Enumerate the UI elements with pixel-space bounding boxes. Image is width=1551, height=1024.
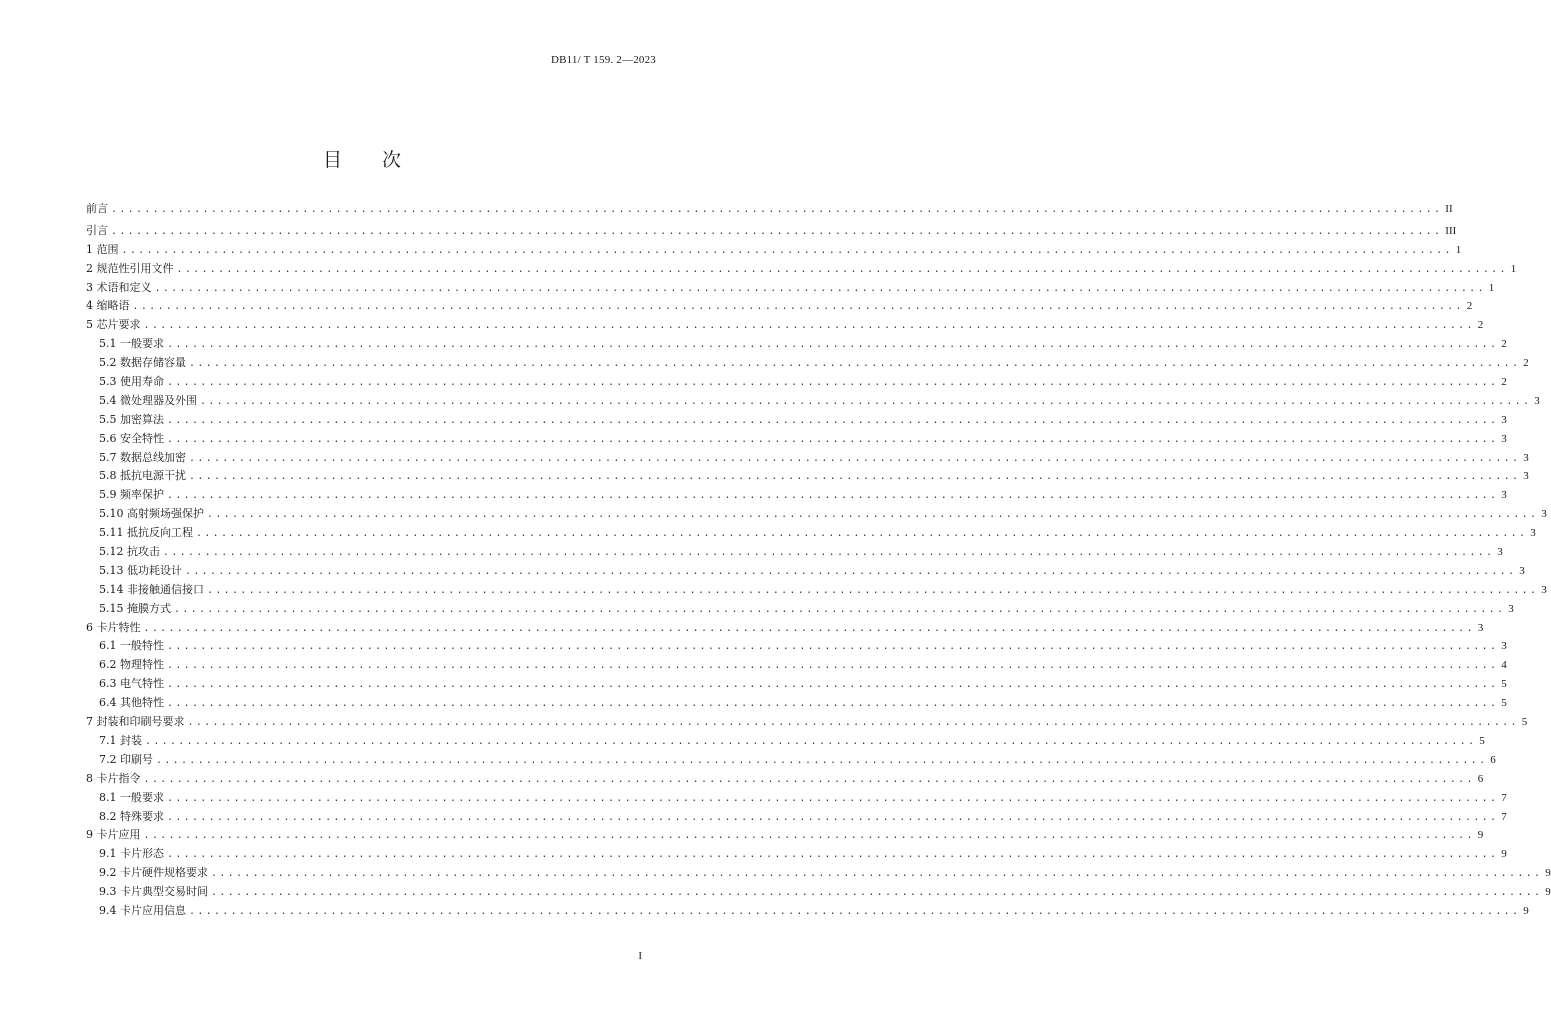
toc-entry-label: 5.2 数据存储容量 bbox=[99, 356, 186, 370]
toc-entry-page: II bbox=[1445, 203, 1453, 215]
toc-entry[interactable] bbox=[86, 241, 1462, 260]
toc-entry[interactable] bbox=[86, 354, 1529, 373]
toc-entry[interactable] bbox=[86, 694, 1507, 713]
toc-entry-page: 9 bbox=[1477, 829, 1484, 842]
toc-leader-dots: ................................................................................................................................................................ bbox=[111, 204, 1443, 215]
toc-leader-dots: ................................................................................................................................................................ bbox=[189, 905, 1521, 917]
toc-entry-label: 5.1 一般要求 bbox=[99, 337, 164, 351]
toc-entry-label: 8.1 一般要求 bbox=[99, 790, 164, 804]
toc-entry-page: 9 bbox=[1523, 904, 1529, 917]
toc-entry-label: 7 封装和印刷号要求 bbox=[86, 715, 185, 729]
toc-entry[interactable] bbox=[86, 449, 1529, 468]
toc-leader-dots: ................................................................................................................................................................ bbox=[132, 301, 1464, 313]
toc-leader-dots: ................................................................................................................................................................ bbox=[156, 754, 1488, 766]
toc-entry-page: 2 bbox=[1501, 338, 1507, 351]
toc-entry-page: 2 bbox=[1466, 300, 1473, 313]
toc-entry-label: 5.7 数据总线加密 bbox=[99, 450, 186, 464]
toc-entry-label: 9.1 卡片形态 bbox=[99, 847, 164, 861]
toc-entry[interactable] bbox=[86, 373, 1507, 392]
toc-entry[interactable] bbox=[86, 335, 1507, 354]
toc-leader-dots: ................................................................................................................................................................ bbox=[189, 358, 1521, 370]
toc-entry-label: 4 缩略语 bbox=[86, 299, 130, 313]
toc-entry-page: 9 bbox=[1545, 867, 1551, 880]
toc-entry[interactable] bbox=[86, 524, 1536, 543]
toc-entry[interactable] bbox=[86, 826, 1484, 845]
toc-entry-page: 2 bbox=[1523, 357, 1529, 370]
toc-entry-label: 6.4 其他特性 bbox=[99, 696, 164, 710]
toc-entry-page: 7 bbox=[1501, 791, 1507, 804]
toc-entry-page: 3 bbox=[1501, 489, 1507, 502]
toc-entry-page: 2 bbox=[1501, 376, 1507, 389]
toc-leader-dots: ................................................................................................................................................................ bbox=[167, 660, 1499, 672]
toc-entry-label: 9.2 卡片硬件规格要求 bbox=[99, 866, 208, 880]
toc-leader-dots: ................................................................................................................................................................ bbox=[189, 452, 1521, 464]
toc-entry[interactable] bbox=[86, 279, 1495, 298]
toc-entry-label: 6.2 物理特性 bbox=[99, 658, 164, 672]
toc-entry[interactable] bbox=[86, 864, 1551, 883]
toc-entry-label: 5.9 频率保护 bbox=[99, 488, 164, 502]
toc-entry-page: 7 bbox=[1501, 810, 1507, 823]
toc-entry-label: 引言 bbox=[86, 223, 108, 237]
toc-leader-dots: ................................................................................................................................................................ bbox=[111, 225, 1443, 237]
toc-entry-page: 3 bbox=[1501, 640, 1507, 653]
toc-leader-dots: ................................................................................................................................................................ bbox=[187, 717, 1519, 729]
page-number: I bbox=[638, 950, 642, 962]
toc-leader-dots: ................................................................................................................................................................ bbox=[207, 584, 1539, 596]
toc-entry-page: 5 bbox=[1521, 716, 1528, 729]
toc-leader-dots: ................................................................................................................................................................ bbox=[167, 414, 1499, 426]
toc-entry-page: 5 bbox=[1501, 678, 1507, 691]
toc-leader-dots: ................................................................................................................................................................ bbox=[167, 792, 1499, 804]
toc-entry-page: 3 bbox=[1534, 394, 1540, 407]
toc-entry-page: 3 bbox=[1519, 564, 1525, 577]
toc-entry-page: 3 bbox=[1508, 602, 1514, 615]
toc-entry[interactable] bbox=[86, 411, 1507, 430]
toc-entry[interactable] bbox=[86, 486, 1507, 505]
toc-entry[interactable] bbox=[86, 770, 1484, 789]
toc-entry-label: 5.10 高射频场强保护 bbox=[99, 507, 204, 521]
toc-entry-label: 前言 bbox=[86, 202, 108, 215]
toc-entry[interactable] bbox=[86, 883, 1551, 902]
toc-leader-dots: ................................................................................................................................................................ bbox=[167, 679, 1499, 691]
toc-leader-dots: ................................................................................................................................................................ bbox=[121, 244, 1453, 256]
toc-entry-label: 5.6 安全特性 bbox=[99, 431, 164, 445]
toc-leader-dots: ................................................................................................................................................................ bbox=[196, 528, 1528, 540]
toc-entry-label: 8 卡片指令 bbox=[86, 771, 141, 785]
toc-entry-label: 7.1 封装 bbox=[99, 733, 142, 747]
toc-leader-dots: ................................................................................................................................................................ bbox=[167, 339, 1499, 351]
toc-leader-dots: ................................................................................................................................................................ bbox=[167, 377, 1499, 389]
toc-entry-label: 5 芯片要求 bbox=[86, 318, 141, 332]
toc-entry[interactable] bbox=[86, 222, 1457, 241]
toc-leader-dots: ................................................................................................................................................................ bbox=[167, 433, 1499, 445]
toc-entry-label: 7.2 印刷号 bbox=[99, 752, 153, 766]
toc-entry-page: 6 bbox=[1490, 753, 1496, 766]
toc-entry[interactable] bbox=[86, 562, 1525, 581]
toc-leader-dots: ................................................................................................................................................................ bbox=[167, 641, 1499, 653]
toc-entry-page: 1 bbox=[1510, 262, 1517, 275]
toc-leader-dots: ................................................................................................................................................................ bbox=[176, 263, 1508, 275]
toc-entry-page: 3 bbox=[1501, 413, 1507, 426]
toc-entry-label: 6.3 电气特性 bbox=[99, 677, 164, 691]
toc-leader-dots: ................................................................................................................................................................ bbox=[143, 830, 1475, 842]
toc-entry-page: III bbox=[1445, 224, 1457, 237]
toc-leader-dots: ................................................................................................................................................................ bbox=[167, 490, 1499, 502]
toc-entry[interactable] bbox=[86, 619, 1484, 638]
toc-entry-label: 5.12 抗攻击 bbox=[99, 545, 160, 559]
toc-entry[interactable] bbox=[86, 902, 1529, 921]
toc-leader-dots: ................................................................................................................................................................ bbox=[143, 622, 1475, 634]
toc-entry[interactable] bbox=[86, 467, 1529, 486]
toc-entry-page: 3 bbox=[1523, 470, 1529, 483]
toc-entry-page: 4 bbox=[1501, 659, 1507, 672]
table-of-contents bbox=[86, 200, 1551, 921]
toc-entry-page: 5 bbox=[1501, 697, 1507, 710]
toc-entry-page: 5 bbox=[1479, 734, 1485, 747]
toc-entry[interactable] bbox=[86, 392, 1540, 411]
toc-entry-label: 5.8 抵抗电源干扰 bbox=[99, 469, 186, 483]
toc-entry-page: 6 bbox=[1477, 772, 1484, 785]
toc-leader-dots: ................................................................................................................................................................ bbox=[174, 603, 1506, 615]
toc-entry-label: 5.11 抵抗反向工程 bbox=[99, 526, 193, 540]
toc-entry[interactable] bbox=[86, 600, 1514, 619]
toc-entry-label: 6 卡片特性 bbox=[86, 620, 141, 634]
toc-leader-dots: ................................................................................................................................................................ bbox=[167, 849, 1499, 861]
toc-entry-label: 5.14 非接触通信接口 bbox=[99, 582, 204, 596]
toc-entry-label: 9.4 卡片应用信息 bbox=[99, 903, 186, 917]
toc-entry[interactable] bbox=[86, 260, 1517, 279]
toc-leader-dots: ................................................................................................................................................................ bbox=[211, 868, 1543, 880]
toc-entry[interactable] bbox=[86, 200, 1453, 219]
toc-entry-label: 5.5 加密算法 bbox=[99, 412, 164, 426]
title-char-1: 目 bbox=[322, 148, 342, 171]
toc-entry[interactable] bbox=[86, 297, 1473, 316]
toc-entry-page: 9 bbox=[1545, 886, 1551, 899]
toc-entry-page: 3 bbox=[1477, 621, 1484, 634]
toc-entry-page: 9 bbox=[1501, 848, 1507, 861]
toc-entry-label: 1 范围 bbox=[86, 242, 119, 256]
toc-entry-page: 3 bbox=[1523, 451, 1529, 464]
toc-leader-dots: ................................................................................................................................................................ bbox=[207, 509, 1539, 521]
toc-entry-label: 3 术语和定义 bbox=[86, 280, 152, 294]
toc-entry[interactable] bbox=[86, 808, 1507, 827]
toc-entry[interactable] bbox=[86, 732, 1485, 751]
title-char-2: 次 bbox=[382, 148, 402, 171]
toc-entry[interactable] bbox=[86, 430, 1507, 449]
toc-entry-label: 6.1 一般特性 bbox=[99, 639, 164, 653]
toc-leader-dots: ................................................................................................................................................................ bbox=[145, 735, 1477, 747]
toc-leader-dots: ................................................................................................................................................................ bbox=[189, 471, 1521, 483]
toc-entry-page: 3 bbox=[1530, 527, 1536, 540]
toc-entry-label: 2 规范性引用文件 bbox=[86, 261, 174, 275]
toc-entry[interactable] bbox=[86, 505, 1547, 524]
toc-leader-dots: ................................................................................................................................................................ bbox=[167, 811, 1499, 823]
toc-leader-dots: ................................................................................................................................................................ bbox=[143, 320, 1475, 332]
toc-entry-page: 1 bbox=[1488, 281, 1495, 294]
toc-entry[interactable] bbox=[86, 316, 1484, 335]
toc-entry[interactable] bbox=[86, 637, 1507, 656]
toc-entry[interactable] bbox=[86, 751, 1496, 770]
toc-entry[interactable] bbox=[86, 845, 1507, 864]
toc-entry-label: 5.15 掩膜方式 bbox=[99, 601, 171, 615]
toc-entry[interactable] bbox=[86, 581, 1547, 600]
toc-leader-dots: ................................................................................................................................................................ bbox=[154, 282, 1486, 294]
toc-entry-label: 9.3 卡片典型交易时间 bbox=[99, 885, 208, 899]
toc-entry-page: 2 bbox=[1477, 319, 1484, 332]
toc-leader-dots: ................................................................................................................................................................ bbox=[200, 395, 1532, 407]
toc-leader-dots: ................................................................................................................................................................ bbox=[167, 698, 1499, 710]
toc-entry-page: 3 bbox=[1541, 508, 1547, 521]
toc-entry-label: 5.13 低功耗设计 bbox=[99, 563, 182, 577]
toc-entry-label: 5.4 微处理器及外围 bbox=[99, 393, 197, 407]
toc-entry-label: 9 卡片应用 bbox=[86, 828, 141, 842]
toc-entry-label: 8.2 特殊要求 bbox=[99, 809, 164, 823]
toc-entry[interactable] bbox=[86, 656, 1507, 675]
toc-entry[interactable] bbox=[86, 789, 1507, 808]
toc-entry-page: 3 bbox=[1497, 546, 1503, 559]
page-title bbox=[0, 145, 724, 172]
toc-leader-dots: ................................................................................................................................................................ bbox=[211, 887, 1543, 899]
toc-entry-page: 3 bbox=[1501, 432, 1507, 445]
document-code: DB11/ T 159. 2—2023 bbox=[550, 54, 656, 66]
toc-entry-page: 3 bbox=[1541, 583, 1547, 596]
toc-entry[interactable] bbox=[86, 675, 1507, 694]
toc-entry[interactable] bbox=[86, 543, 1503, 562]
toc-leader-dots: ................................................................................................................................................................ bbox=[143, 773, 1475, 785]
toc-leader-dots: ................................................................................................................................................................ bbox=[185, 565, 1517, 577]
toc-entry-label: 5.3 使用寿命 bbox=[99, 375, 164, 389]
toc-entry[interactable] bbox=[86, 713, 1528, 732]
toc-leader-dots: ................................................................................................................................................................ bbox=[163, 547, 1495, 559]
toc-entry-page: 1 bbox=[1455, 243, 1462, 256]
